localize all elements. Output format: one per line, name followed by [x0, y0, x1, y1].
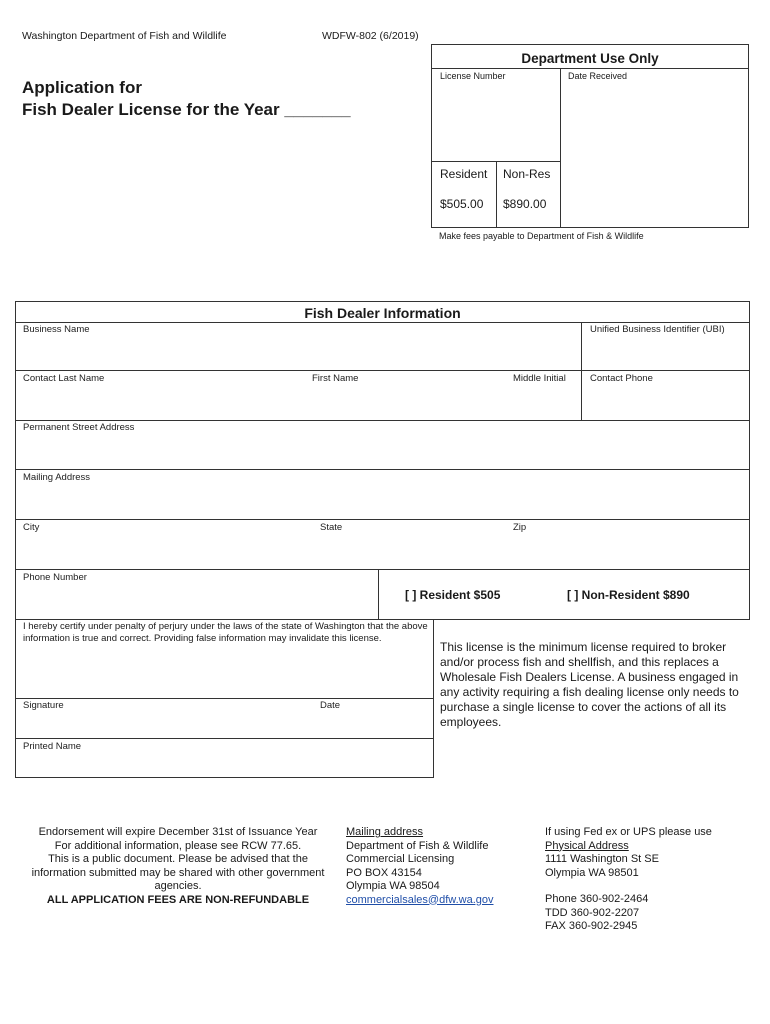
department-use-title: Department Use Only [521, 51, 659, 66]
contact-phone-input[interactable] [583, 385, 747, 419]
city-state-zip-input[interactable] [17, 534, 748, 568]
page-title-line1: Application for [22, 78, 142, 97]
footer-line: information submitted may be shared with other government [31, 866, 325, 879]
dealer-info-title: Fish Dealer Information [304, 305, 461, 321]
middle-initial-label: Middle Initial [513, 373, 566, 384]
certification-text: I hereby certify under penalty of perjury under the laws of the state of Washington that the above information is true and correct. Providing false information may invalidate this license. [23, 621, 428, 644]
footer-info [22, 826, 334, 907]
fees-payable-note: Make fees payable to Department of Fish & Wildlife [439, 231, 644, 241]
zip-label: Zip [513, 522, 527, 533]
nonres-label: Non-Res [503, 167, 551, 181]
footer-line: This is a public document. Please be advised that the [48, 853, 308, 865]
physical-heading: Physical Address [545, 839, 629, 852]
mailing-line: Commercial Licensing [346, 853, 455, 865]
street-address-label: Permanent Street Address [23, 422, 135, 433]
mailing-line: PO BOX 43154 [346, 866, 422, 879]
signature-label: Signature [23, 700, 64, 711]
ubi-input[interactable] [583, 335, 747, 369]
divider [560, 68, 561, 227]
date-received-label: Date Received [568, 71, 628, 81]
mailing-heading: Mailing address [346, 826, 424, 838]
agency-name: Washington Department of Fish and Wildlife [22, 30, 227, 42]
business-name-input[interactable] [17, 335, 579, 369]
mailing-address-input[interactable] [17, 484, 748, 518]
mailing-address-block [346, 826, 536, 907]
fax-line: FAX 360-902-2945 [545, 920, 638, 932]
dealer-info-form [15, 301, 750, 778]
phone-number-label: Phone Number [23, 572, 87, 583]
city-label: City [23, 522, 40, 533]
business-name-label: Business Name [23, 324, 90, 335]
mailing-line: Olympia WA 98504 [346, 880, 440, 892]
mailing-line: Department of Fish & Wildlife [346, 839, 489, 852]
date-label: Date [320, 700, 341, 711]
divider [496, 161, 497, 227]
footer-line: Endorsement will expire December 31st of Issuance Year [38, 826, 318, 838]
divider [432, 68, 748, 69]
state-label: State [320, 522, 343, 533]
mailing-address-label: Mailing Address [23, 472, 91, 483]
resident-label: Resident [440, 167, 488, 181]
resident-fee: $505.00 [440, 197, 484, 211]
physical-address-block [545, 826, 760, 934]
email-link[interactable]: commercialsales@dfw.wa.gov [346, 893, 494, 906]
footer-line: agencies. [154, 880, 202, 892]
physical-line: 1111 Washington St SE [545, 853, 659, 865]
physical-line: Olympia WA 98501 [545, 866, 639, 879]
license-number-label: License Number [440, 71, 506, 81]
nonres-fee: $890.00 [503, 197, 547, 211]
street-address-input[interactable] [17, 434, 748, 468]
license-note: This license is the minimum license required to broker and/or process fish and shellfish, and this replaces a Wholesale Fish Dealers License. A business engaged in any activity requiring a fish dealing license only needs to purchase a single license to cover the actions of all its employees. [440, 640, 739, 729]
nonrefundable-notice: ALL APPLICATION FEES ARE NON-REFUNDABLE [46, 893, 310, 906]
signature-input[interactable] [17, 711, 431, 737]
phone-number-input[interactable] [17, 584, 377, 618]
department-use-box [431, 44, 749, 228]
form-id: WDFW-802 (6/2019) [322, 30, 419, 42]
contact-last-name-label: Contact Last Name [23, 373, 105, 384]
ubi-label: Unified Business Identifier (UBI) [590, 324, 725, 335]
first-name-label: First Name [312, 373, 359, 384]
page-title-line2: Fish Dealer License for the Year _______ [22, 100, 351, 119]
printed-name-label: Printed Name [23, 741, 82, 752]
fedex-note: If using Fed ex or UPS please use [545, 826, 712, 838]
phone-line: Phone 360-902-2464 [545, 893, 649, 905]
contact-phone-label: Contact Phone [590, 373, 653, 384]
printed-name-input[interactable] [17, 752, 431, 776]
resident-checkbox[interactable]: [ ] Resident $505 [405, 588, 501, 602]
contact-name-input[interactable] [17, 385, 579, 419]
tdd-line: TDD 360-902-2207 [545, 906, 640, 919]
footer-line: For additional information, please see RCW 77.65. [54, 839, 302, 852]
nonresident-checkbox[interactable]: [ ] Non-Resident $890 [567, 588, 690, 602]
